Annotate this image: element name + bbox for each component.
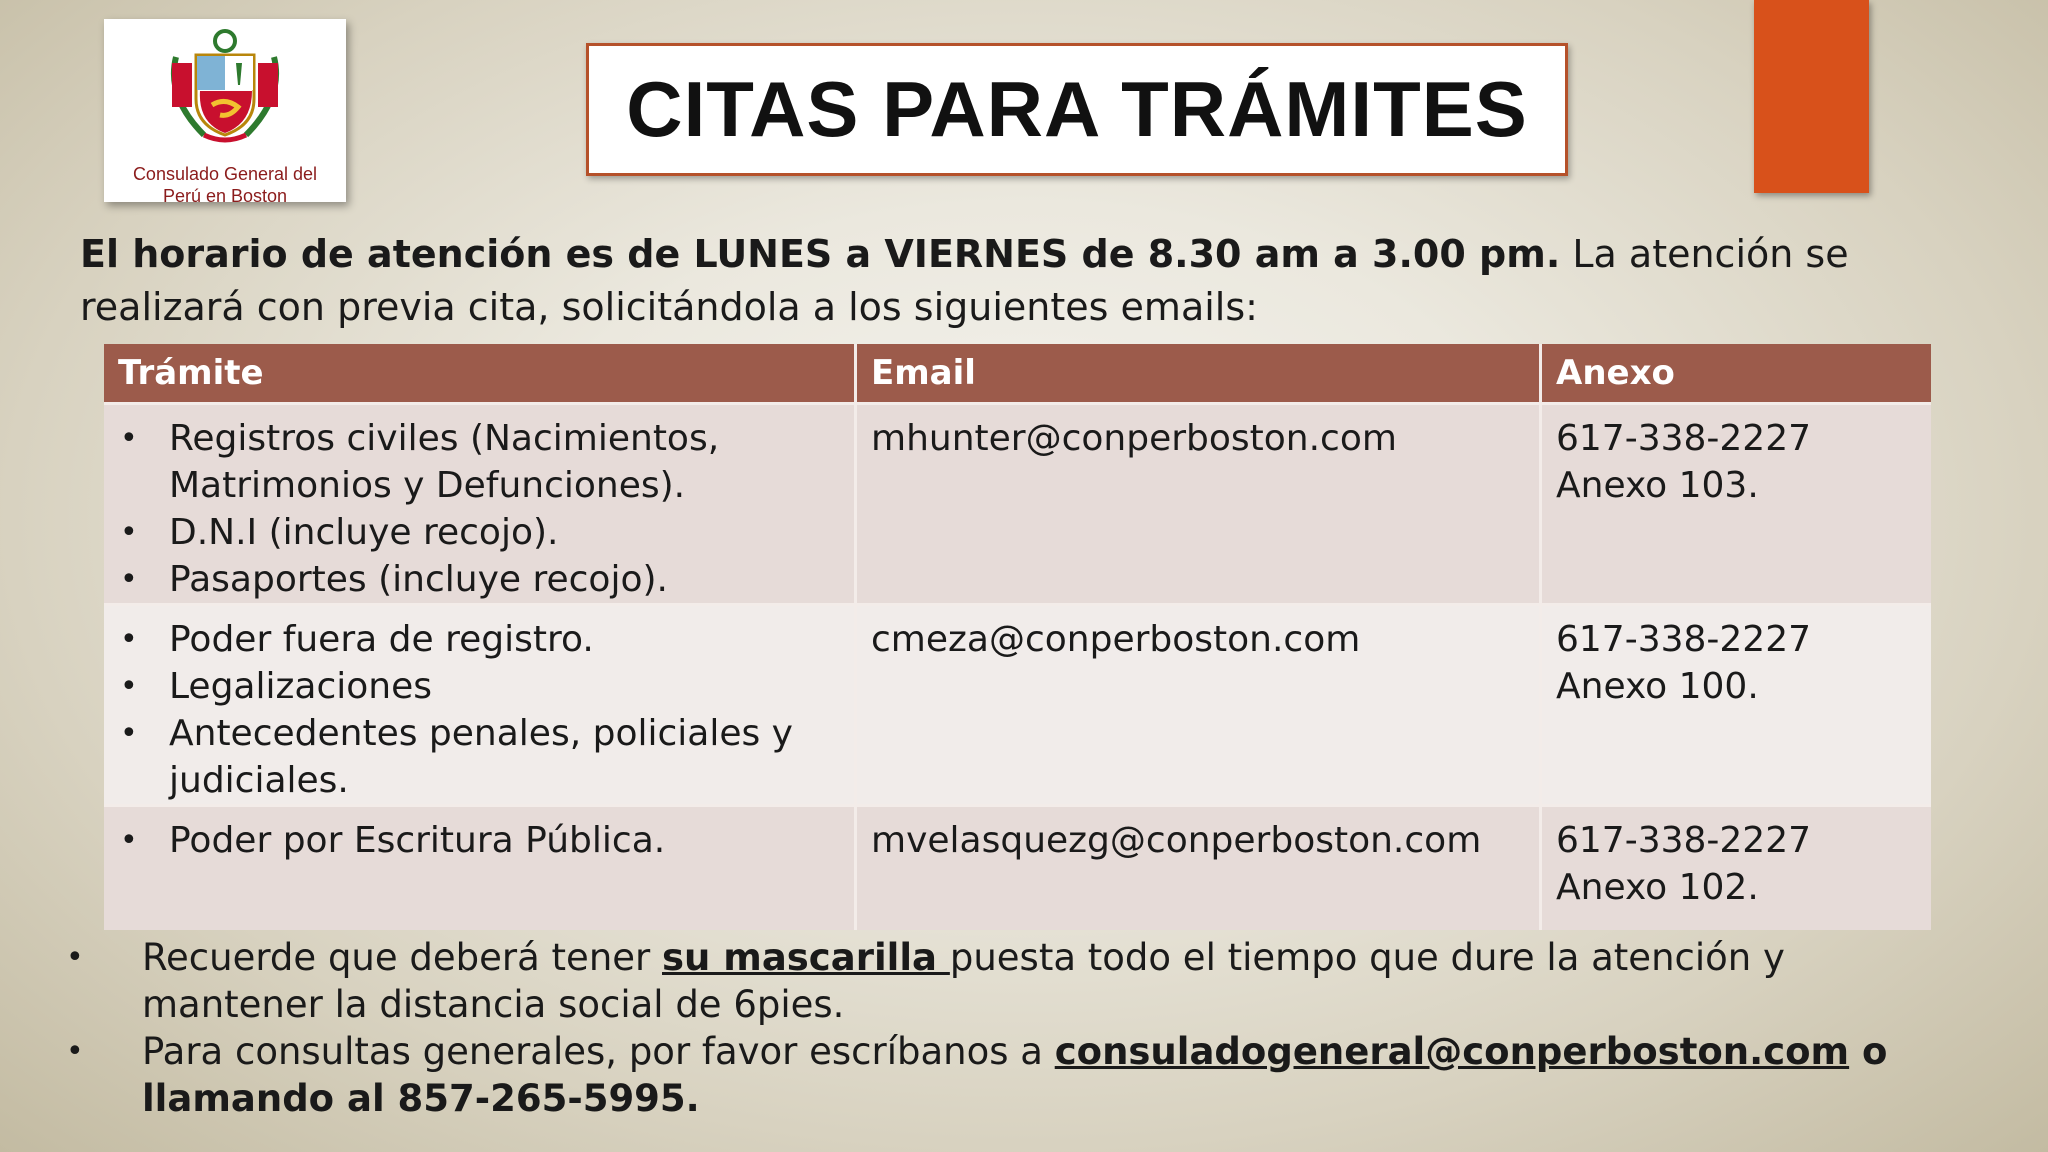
title-box bbox=[586, 43, 1568, 176]
coat-of-arms-icon bbox=[164, 27, 286, 147]
notes-list bbox=[60, 934, 1960, 1122]
intro-instructions: La atención se realizará con previa cita, solicitándola a los siguientes emails: bbox=[80, 232, 1849, 329]
tramite-cell bbox=[104, 404, 856, 605]
extension: Anexo 102. bbox=[1556, 867, 1759, 908]
bullet-icon: • bbox=[66, 940, 84, 975]
logo-line-1: Consulado General del bbox=[132, 164, 318, 184]
list-item: • Poder fuera de registro. bbox=[118, 616, 840, 663]
list-item: • Antecedentes penales, policiales y judiciales. bbox=[118, 710, 840, 804]
table-row bbox=[104, 605, 1931, 806]
mask-note bbox=[60, 934, 1960, 1028]
anexo-cell bbox=[1541, 806, 1932, 930]
phone-number: 617-338-2227 bbox=[1556, 418, 1812, 459]
list-item: • Pasaportes (incluye recojo). bbox=[118, 556, 840, 603]
tramites-table bbox=[104, 344, 1931, 930]
bullet-icon: • bbox=[66, 1034, 84, 1069]
header-tramite: Trámite bbox=[104, 344, 856, 404]
page-title: CITAS PARA TRÁMITES bbox=[626, 65, 1528, 153]
extension: Anexo 100. bbox=[1556, 666, 1759, 707]
phone-number: 617-338-2227 bbox=[1556, 820, 1812, 861]
tramite-cell bbox=[104, 806, 856, 930]
note1-text-before: Recuerde que deberá tener bbox=[142, 936, 663, 979]
email-cell[interactable]: mvelasquezg@conperboston.com bbox=[856, 806, 1541, 930]
general-phone: o llamando al 857-265-5995. bbox=[142, 1030, 1888, 1120]
anexo-cell bbox=[1541, 605, 1932, 806]
tramite-cell bbox=[104, 605, 856, 806]
table-row bbox=[104, 806, 1931, 930]
decorative-accent bbox=[1754, 0, 1869, 193]
intro-paragraph bbox=[80, 228, 2000, 334]
header-email: Email bbox=[856, 344, 1541, 404]
list-item: • Legalizaciones bbox=[118, 663, 840, 710]
phone-number: 617-338-2227 bbox=[1556, 619, 1812, 660]
anexo-cell bbox=[1541, 404, 1932, 605]
table-row bbox=[104, 404, 1931, 605]
list-item: • Registros civiles (Nacimientos, Matrimonios y Defunciones). bbox=[118, 415, 840, 509]
logo-line-2: Perú en Boston bbox=[162, 186, 288, 206]
mask-emphasis: su mascarilla bbox=[662, 936, 950, 979]
note2-text-before: Para consultas generales, por favor escríbanos a bbox=[142, 1030, 1055, 1073]
list-item: • D.N.I (incluye recojo). bbox=[118, 509, 840, 556]
extension: Anexo 103. bbox=[1556, 465, 1759, 506]
email-cell[interactable]: cmeza@conperboston.com bbox=[856, 605, 1541, 806]
general-email-link[interactable]: consuladogeneral@conperboston.com bbox=[1054, 1030, 1850, 1073]
consulate-logo bbox=[104, 19, 346, 206]
email-cell[interactable]: mhunter@conperboston.com bbox=[856, 404, 1541, 605]
contact-note bbox=[60, 1028, 1960, 1122]
table-header-row bbox=[104, 344, 1931, 404]
intro-hours: El horario de atención es de LUNES a VIERNES de 8.30 am a 3.00 pm. bbox=[80, 232, 1561, 276]
note1-text-after: puesta todo el tiempo que dure la atención y mantener la distancia social de 6pies. bbox=[142, 936, 1785, 1026]
header-anexo: Anexo bbox=[1541, 344, 1932, 404]
list-item: • Poder por Escritura Pública. bbox=[118, 817, 840, 864]
